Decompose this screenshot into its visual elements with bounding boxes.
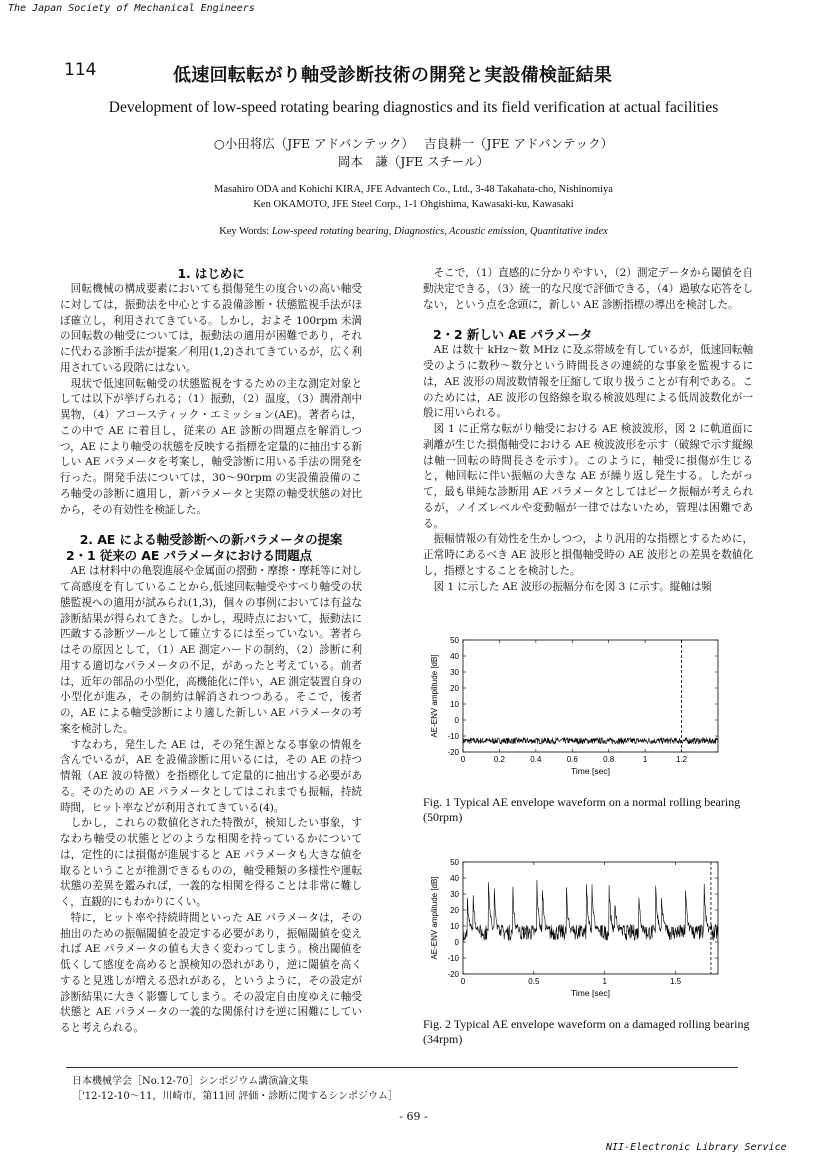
y-tick-label: 10 bbox=[450, 700, 459, 709]
y-axis-label: AE-ENV amplitude [dB] bbox=[430, 876, 439, 960]
keywords-text: Low-speed rotating bearing, Diagnostics, Acoustic emission, Quantitative index bbox=[271, 226, 608, 237]
paragraph: 振幅情報の有効性を生かしつつ，より汎用的な指標とするために，正常時にあるべき AE 波形と損傷軸受時の AE 波形との差異を数値化し，指標とすることを検討した。 bbox=[423, 533, 753, 577]
footer-symposium: ［'12-12-10～11，川崎市，第11回 評価・診断に関するシンポジウム］ bbox=[72, 1091, 398, 1102]
subsection-heading-2-1: 2・1 従来の AE パラメータにおける問題点 bbox=[66, 548, 312, 564]
x-tick-label: 1 bbox=[602, 977, 607, 986]
x-axis-label: Time [sec] bbox=[571, 988, 610, 998]
paragraph: 図 1 に示した AE 波形の振幅分布を図 3 に示す。縦軸は頻 bbox=[433, 580, 712, 593]
right-column bbox=[423, 266, 753, 595]
paragraph: そこで，（1）直感的に分かりやすい，（2）測定データから閾値を自動決定できる，（3）統一的な尺度で評価できる，（4）過敏な応答をしない，という点を念頭に，新しい AE 診断指標の導出を検討した。 bbox=[423, 267, 753, 311]
y-tick-label: -20 bbox=[447, 970, 459, 979]
left-column bbox=[60, 266, 362, 1037]
y-tick-label: 40 bbox=[450, 874, 459, 883]
x-tick-label: 0.6 bbox=[566, 755, 578, 764]
paragraph: AE は材料中の亀裂進展や金属面の摺動・摩擦・摩耗等に対して高感度を有していることから,低速回転軸受やすべり軸受の状態監視への適用が試みられ(1,3)，個々の事例においては有益な診断結果が得られてきた。しかし，現時点において，振動法に匹敵する診断ツールとして確立するには至っていない。著者らはその原因として，（1）AE 測定ハードの制約，（2）診断に利用する適切なパラメータの不足，があったと考えている。前者は，近年の部品の小型化，高機能化に伴い，AE 測定装置自身の小型化が進み，その制約は解消されつつある。そこで，後者の，AE による軸受診断により適した新しい AE パラメータの考案を検討した。 bbox=[60, 565, 362, 735]
x-tick-label: 0 bbox=[460, 755, 466, 764]
y-tick-label: 50 bbox=[450, 858, 459, 867]
x-axis-label: Time [sec] bbox=[571, 766, 610, 776]
x-tick-label: 0.5 bbox=[528, 977, 540, 986]
subsection-heading-2-2: 2・2 新しい AE パラメータ bbox=[433, 327, 593, 343]
nii-service-label: NII-Electronic Library Service bbox=[606, 1142, 787, 1153]
paragraph: 現状で低速回転軸受の状態監視をするための主な測定対象としては以下が挙げられる；（1）振動，（2）温度，（3）潤滑剤中異物，（4）アコースティック・エミッション(AE)。著者らは，この中で AE に着目し，従来の AE 診断の問題点を解消しつつ，AE により軸受の状態を反映する指標を定量的に抽出する新しい AE パラメータを考案し，軸受診断に用いる手法の開発を行った。開発手法については，30～90rpm の実設備設備のころ軸受の診断に適用し，新パラメータと実際の軸受状態の対比から，その有効性を検証した。 bbox=[60, 377, 362, 516]
y-tick-label: 50 bbox=[450, 636, 459, 645]
x-tick-label: 0.2 bbox=[493, 755, 505, 764]
paper-number: 114 bbox=[64, 60, 97, 80]
y-tick-label: 0 bbox=[454, 938, 459, 947]
y-tick-label: 30 bbox=[450, 890, 459, 899]
x-tick-label: 1 bbox=[642, 755, 648, 764]
paragraph: AE は数十 kHz～数 MHz に及ぶ帯域を有しているが，低速回転軸受のように数秒～数分という時間長さの連続的な事象を監視するには，AE 波形の周波数情報を圧縮して取り扱うことが有利である。このためには，AE 波形の包絡線を取る検波処理による低周波数化が一般に用いられる。 bbox=[423, 344, 753, 420]
plot-frame bbox=[463, 640, 718, 752]
figure-2-caption: Fig. 2 Typical AE envelope waveform on a damaged rolling bearing (34rpm) bbox=[423, 1017, 750, 1046]
section-heading-2: 2. AE による軸受診断への新パラメータの提案 bbox=[79, 532, 343, 548]
y-tick-label: 40 bbox=[450, 652, 459, 661]
keywords bbox=[0, 226, 827, 237]
figure-1-chart bbox=[423, 634, 733, 784]
y-tick-label: 10 bbox=[450, 922, 459, 931]
authors-line-1: ○小田将広（JFE アドバンテック） 吉良耕一（JFE アドバンテック） bbox=[213, 136, 614, 151]
title-japanese: 低速回転転がり軸受診断技術の開発と実設備検証結果 bbox=[173, 65, 613, 86]
x-tick-label: 0.8 bbox=[603, 755, 615, 764]
footer-proceedings: 日本機械学会［No.12-70］シンポジウム講演論文集 bbox=[72, 1076, 309, 1087]
paragraph: 図 1 に正常な転がり軸受における AE 検波波形，図 2 に軌道面に剥離が生じた損傷軸受における AE 検波波形を示す（破線で示す縦線は軸一回転の時間長さを示す）。このように，軸受に損傷が生じると，軸回転に伴い振幅の大きな AE が繰り返し発生する。したがって，最も単純な診断用 AE パラメータとしてはピーク振幅が考えられるが，ノイズレベルや変動幅が一律ではないため，管理は困難である。 bbox=[423, 423, 753, 530]
y-tick-label: 0 bbox=[454, 716, 459, 725]
affiliation-line-1: Masahiro ODA and Kohichi KIRA, JFE Advantech Co., Ltd., 3-48 Takahata-cho, Nishinomiya bbox=[214, 184, 613, 195]
paragraph: すなわち，発生した AE は，その発生源となる事象の情報を含んでいるが，AE を設備診断に用いるには，その AE の持つ情報（AE 波の特徴）を指標化して定量的に抽出する必要がある。そのための AE パラメータとしてはこれまでも振幅，持続時間，ヒット率などが利用されてきている(4)。 bbox=[60, 738, 362, 814]
footer-rule bbox=[66, 1067, 738, 1068]
x-tick-label: 1.2 bbox=[676, 755, 688, 764]
figure-1-caption: Fig. 1 Typical AE envelope waveform on a normal rolling bearing (50rpm) bbox=[423, 795, 741, 824]
x-tick-label: 0 bbox=[460, 977, 466, 986]
figure-2-chart bbox=[423, 856, 733, 1006]
y-tick-label: 30 bbox=[450, 668, 459, 677]
y-tick-label: -10 bbox=[447, 732, 459, 741]
y-tick-label: 20 bbox=[450, 906, 459, 915]
y-tick-label: -20 bbox=[447, 748, 459, 757]
x-tick-label: 1.5 bbox=[669, 977, 682, 986]
y-axis-label: AE-ENV amplitude [dB] bbox=[430, 654, 439, 738]
y-tick-label: 20 bbox=[450, 684, 459, 693]
authors-line-2: 岡本 謙（JFE スチール） bbox=[337, 154, 490, 169]
title-english: Development of low-speed rotating bearing diagnostics and its field verification at actual facilities bbox=[108, 99, 719, 116]
ae-envelope-series bbox=[463, 880, 718, 940]
ae-envelope-series bbox=[463, 738, 718, 744]
society-header: The Japan Society of Mechanical Engineers bbox=[8, 3, 255, 14]
x-tick-label: 0.4 bbox=[530, 755, 542, 764]
paragraph: 特に，ヒット率や持続時間といった AE パラメータは，その抽出のための振幅閾値を設定する必要があり，振幅閾値を変えれば AE パラメータの値も大きく変わってしまう。検出閾値を低くして感度を高めると誤検知の恐れがあり，逆に閾値を高くすると見逃しが増える恐れがある，というように，その設定が診断結果に大きく影響してしまう。その設定自由度ゆえに軸受状態と AE パラメータの一義的な関係付けを逆に困難にしていると考えられる。 bbox=[60, 911, 362, 1034]
plot-frame bbox=[463, 862, 718, 974]
paragraph: 回転機械の構成要素においても損傷発生の度合いの高い軸受に対しては，振動法を中心とする設備診断・状態監視手法がほぼ確立し，利用されてきている。しかし，およそ 100rpm 未満の回転数の軸受については，振動法の適用が困難であり，それに代わる診断手法が提案／利用(1,2)されてきているが，広く利用されている段階にはない。 bbox=[60, 283, 362, 374]
paragraph: しかし，これらの数値化された特徴が，検知したい事象，すなわち軸受の状態とどのような相関を持っているかについては，定性的には損傷が進展すると AE パラメータも大きな値を取るということが推測できるものの，軸受種類の多様性や運転状態の差異を鑑みれば，一義的な相関を得ることは非常に難しく，直観的にもわかりにくい。 bbox=[60, 817, 362, 908]
affiliation-line-2: Ken OKAMOTO, JFE Steel Corp., 1-1 Ohgishima, Kawasaki-ku, Kawasaki bbox=[253, 199, 574, 210]
y-tick-label: -10 bbox=[447, 954, 459, 963]
page-number: - 69 - bbox=[399, 1110, 428, 1123]
section-heading-intro: 1. はじめに bbox=[177, 266, 245, 281]
keywords-label: Key Words: bbox=[219, 226, 270, 237]
